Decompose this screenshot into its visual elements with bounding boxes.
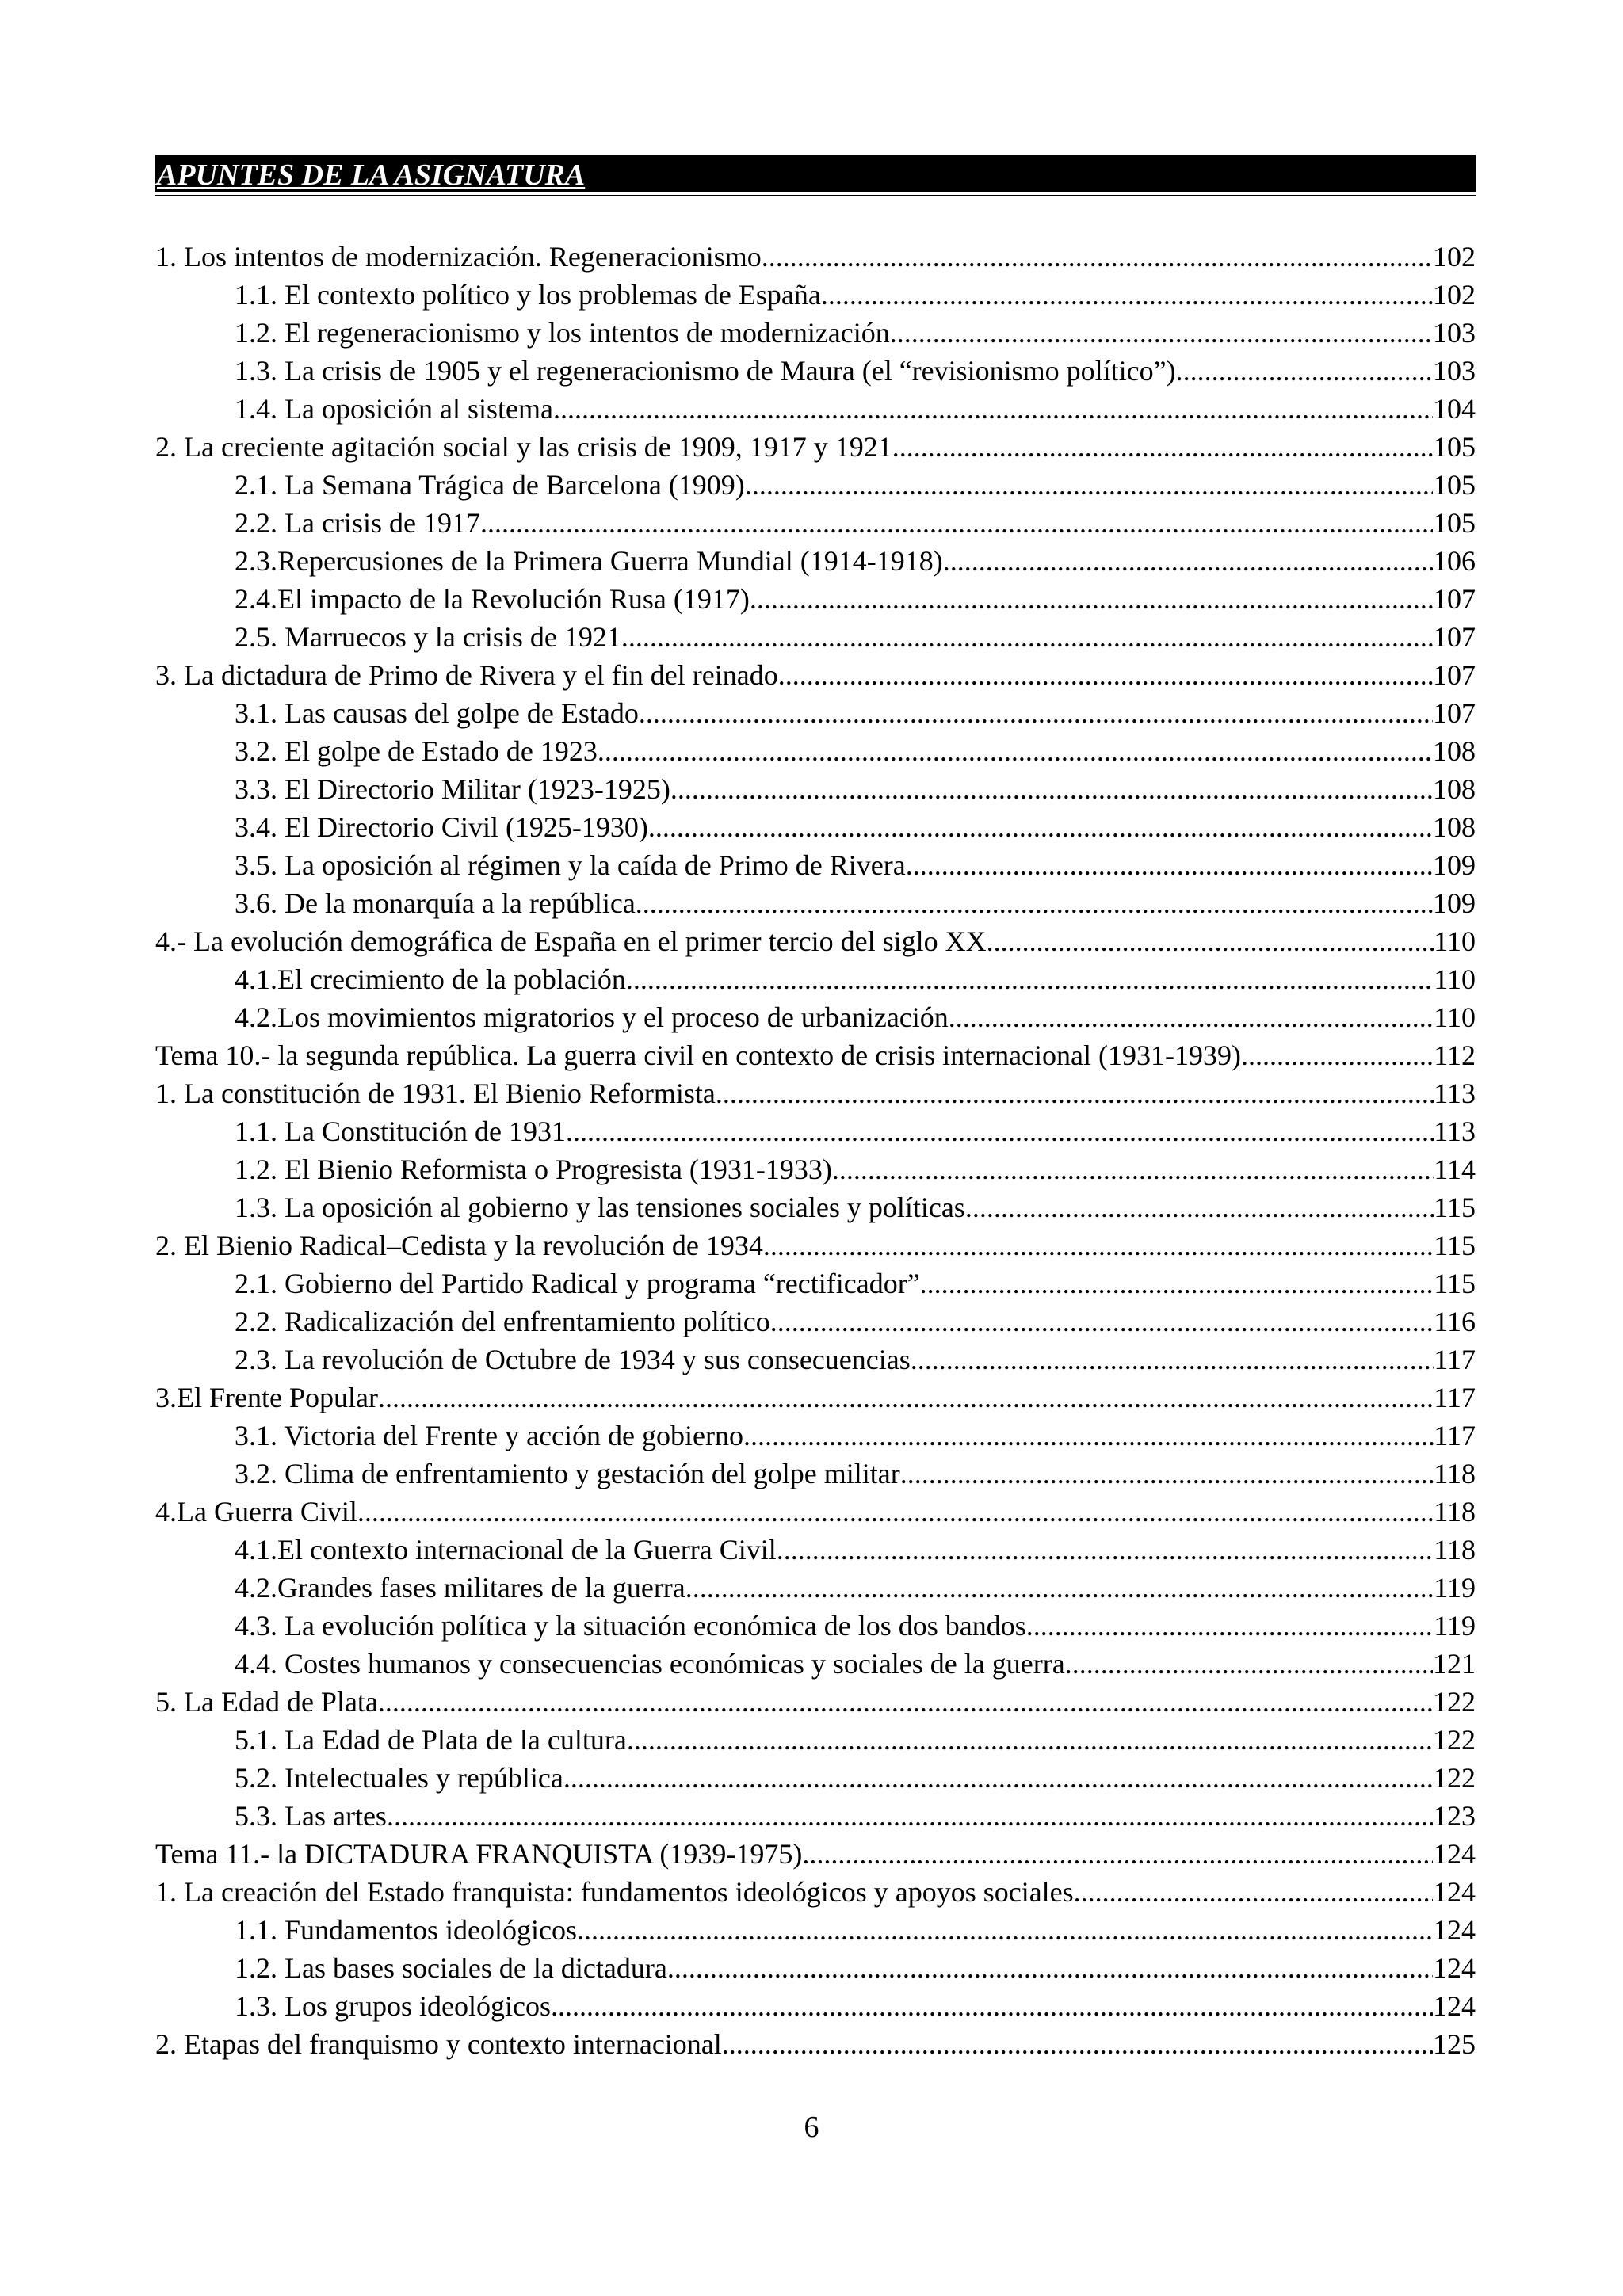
toc-dot-leader <box>949 998 1434 1036</box>
toc-entry-title: 3.1. Las causas del golpe de Estado <box>235 697 639 729</box>
toc-entry[interactable] <box>155 1036 1476 1074</box>
toc-entry-title: 2.3. La revolución de Octubre de 1934 y sus consecuencias <box>235 1344 911 1375</box>
toc-dot-leader <box>387 1797 1433 1835</box>
toc-entry[interactable] <box>155 922 1476 960</box>
toc-dot-leader <box>987 922 1434 960</box>
toc-entry-page-number: 108 <box>1433 811 1476 843</box>
toc-dot-leader <box>480 504 1433 542</box>
toc-dot-leader <box>378 1683 1433 1721</box>
toc-entry-page-number: 117 <box>1434 1344 1476 1375</box>
toc-entry[interactable] <box>155 1226 1476 1264</box>
toc-entry[interactable] <box>155 1455 1476 1493</box>
toc-entry[interactable] <box>155 846 1476 884</box>
toc-entry[interactable] <box>155 1569 1476 1607</box>
toc-entry-page-number: 124 <box>1433 1838 1476 1870</box>
toc-entry-page-number: 124 <box>1433 1876 1476 1908</box>
toc-entry-page-number: 103 <box>1433 317 1476 349</box>
toc-entry-title: 2.5. Marruecos y la crisis de 1921 <box>235 621 621 653</box>
toc-entry-page-number: 116 <box>1434 1306 1476 1337</box>
section-header-title: APUNTES DE LA ASIGNATURA <box>157 158 586 192</box>
toc-entry[interactable] <box>155 1911 1476 1949</box>
toc-entry[interactable] <box>155 1645 1476 1683</box>
toc-entry[interactable] <box>155 1302 1476 1341</box>
toc-entry-title: 2.2. Radicalización del enfrentamiento político <box>235 1306 770 1337</box>
toc-dot-leader <box>553 390 1433 428</box>
toc-entry-page-number: 109 <box>1433 887 1476 919</box>
toc-entry-page-number: 108 <box>1433 735 1476 767</box>
toc-entry-page-number: 118 <box>1434 1534 1476 1566</box>
page-number: 6 <box>804 2111 819 2144</box>
toc-entry[interactable] <box>155 960 1476 998</box>
toc-dot-leader <box>965 1188 1434 1226</box>
toc-entry[interactable] <box>155 1264 1476 1302</box>
toc-entry-page-number: 115 <box>1434 1230 1476 1261</box>
table-of-contents <box>155 238 1476 2063</box>
toc-entry-title: 4.La Guerra Civil <box>155 1496 357 1527</box>
toc-entry-title: 4.3. La evolución política y la situación económica de los dos bandos <box>235 1610 1026 1642</box>
toc-entry-title: 3.1. Victoria del Frente y acción de gobierno <box>235 1420 743 1451</box>
toc-dot-leader <box>648 808 1433 846</box>
toc-entry[interactable] <box>155 1987 1476 2025</box>
toc-entry[interactable] <box>155 352 1476 390</box>
toc-entry[interactable] <box>155 314 1476 352</box>
toc-entry-page-number: 107 <box>1433 621 1476 653</box>
toc-dot-leader <box>667 1949 1433 1987</box>
toc-dot-leader <box>763 1226 1434 1264</box>
toc-entry[interactable] <box>155 238 1476 276</box>
toc-entry-title: 2.1. La Semana Trágica de Barcelona (1909) <box>235 469 745 501</box>
toc-entry-page-number: 104 <box>1433 393 1476 425</box>
toc-entry-title: 5.1. La Edad de Plata de la cultura <box>235 1724 627 1756</box>
toc-entry-title: 2.2. La crisis de 1917 <box>235 507 480 539</box>
toc-entry-page-number: 107 <box>1433 697 1476 729</box>
toc-dot-leader <box>378 1379 1434 1417</box>
toc-dot-leader <box>1176 352 1433 390</box>
toc-entry[interactable] <box>155 618 1476 656</box>
toc-entry-page-number: 106 <box>1433 545 1476 577</box>
toc-entry[interactable] <box>155 1835 1476 1873</box>
toc-dot-leader <box>670 770 1433 808</box>
toc-entry-title: 1. La creación del Estado franquista: fundamentos ideológicos y apoyos sociales <box>155 1876 1074 1908</box>
toc-entry-title: 4.- La evolución demográfica de España en el primer tercio del siglo XX <box>155 925 987 957</box>
toc-entry-title: 1.3. Los grupos ideológicos <box>235 1990 551 2022</box>
toc-entry-title: 4.1.El crecimiento de la población <box>235 963 626 995</box>
toc-entry[interactable] <box>155 1379 1476 1417</box>
toc-entry-title: Tema 11.- la DICTADURA FRANQUISTA (1939-1975) <box>155 1838 803 1870</box>
toc-dot-leader <box>1026 1607 1434 1645</box>
toc-entry[interactable] <box>155 998 1476 1036</box>
toc-entry[interactable] <box>155 2025 1476 2063</box>
toc-dot-leader <box>1248 1036 1434 1074</box>
toc-entry-title: 1.1. La Constitución de 1931 <box>235 1116 566 1147</box>
toc-dot-leader <box>722 2025 1433 2063</box>
toc-entry-title: 3.2. Clima de enfrentamiento y gestación del golpe militar <box>235 1458 900 1489</box>
toc-dot-leader <box>357 1493 1434 1531</box>
toc-entry[interactable] <box>155 1341 1476 1379</box>
toc-entry[interactable] <box>155 1188 1476 1226</box>
toc-entry-page-number: 117 <box>1434 1420 1476 1451</box>
toc-entry-page-number: 124 <box>1433 1914 1476 1946</box>
toc-entry-page-number: 125 <box>1433 2028 1476 2060</box>
toc-dot-leader <box>621 618 1433 656</box>
toc-dot-leader <box>685 1569 1434 1607</box>
toc-entry-title: 3.5. La oposición al régimen y la caída de Primo de Rivera <box>235 849 906 881</box>
toc-entry-page-number: 107 <box>1433 583 1476 615</box>
toc-dot-leader <box>743 1417 1434 1455</box>
toc-entry[interactable] <box>155 504 1476 542</box>
toc-entry-title: 3. La dictadura de Primo de Rivera y el fin del reinado <box>155 659 778 691</box>
toc-entry-title: 1.3. La oposición al gobierno y las tensiones sociales y políticas <box>235 1192 965 1223</box>
toc-entry[interactable] <box>155 276 1476 314</box>
toc-dot-leader <box>626 960 1434 998</box>
toc-dot-leader <box>563 1759 1433 1797</box>
toc-entry[interactable] <box>155 808 1476 846</box>
toc-entry[interactable] <box>155 542 1476 580</box>
toc-dot-leader <box>943 542 1433 580</box>
toc-entry-page-number: 112 <box>1434 1039 1476 1071</box>
toc-dot-leader <box>598 732 1433 770</box>
toc-entry-page-number: 113 <box>1434 1116 1476 1147</box>
toc-dot-leader <box>821 276 1433 314</box>
toc-dot-leader <box>627 1721 1433 1759</box>
toc-entry[interactable] <box>155 428 1476 466</box>
toc-entry[interactable] <box>155 656 1476 694</box>
toc-entry-page-number: 108 <box>1433 773 1476 805</box>
toc-entry[interactable] <box>155 884 1476 922</box>
toc-entry-page-number: 119 <box>1434 1610 1476 1642</box>
toc-entry-title: 3.6. De la monarquía a la república <box>235 887 636 919</box>
toc-entry-title: 2.4.El impacto de la Revolución Rusa (1917) <box>235 583 750 615</box>
toc-entry-page-number: 105 <box>1433 469 1476 501</box>
toc-dot-leader <box>778 656 1433 694</box>
toc-entry-page-number: 117 <box>1434 1382 1476 1413</box>
toc-entry-title: 4.4. Costes humanos y consecuencias económicas y sociales de la guerra <box>235 1648 1065 1680</box>
toc-entry-title: 1. La constitución de 1931. El Bienio Reformista <box>155 1077 716 1109</box>
toc-entry[interactable] <box>155 1721 1476 1759</box>
toc-entry-page-number: 122 <box>1433 1762 1476 1794</box>
toc-entry[interactable] <box>155 466 1476 504</box>
toc-entry[interactable] <box>155 1417 1476 1455</box>
toc-entry-page-number: 102 <box>1433 279 1476 311</box>
toc-entry-page-number: 113 <box>1434 1077 1476 1109</box>
toc-entry[interactable] <box>155 1112 1476 1150</box>
toc-entry[interactable] <box>155 1797 1476 1835</box>
toc-dot-leader <box>716 1074 1434 1112</box>
toc-entry-title: 4.2.Los movimientos migratorios y el proceso de urbanización <box>235 1001 949 1033</box>
toc-entry-title: 1.1. El contexto político y los problemas de España <box>235 279 821 311</box>
toc-dot-leader <box>832 1150 1434 1188</box>
toc-dot-leader <box>577 1911 1433 1949</box>
toc-entry-page-number: 115 <box>1434 1192 1476 1223</box>
toc-entry-title: 1.4. La oposición al sistema <box>235 393 553 425</box>
toc-entry[interactable] <box>155 770 1476 808</box>
toc-dot-leader <box>745 466 1433 504</box>
toc-entry-page-number: 124 <box>1433 1990 1476 2022</box>
toc-entry-title: 3.3. El Directorio Militar (1923-1925) <box>235 773 670 805</box>
toc-dot-leader <box>890 314 1433 352</box>
toc-entry-title: 1.3. La crisis de 1905 y el regeneracionismo de Maura (el “revisionismo político”) <box>235 355 1176 387</box>
toc-entry-title: 5. La Edad de Plata <box>155 1686 378 1718</box>
toc-entry-title: 1.2. El regeneracionismo y los intentos de modernización <box>235 317 890 349</box>
toc-dot-leader <box>762 238 1433 276</box>
toc-entry-page-number: 123 <box>1433 1800 1476 1832</box>
toc-entry[interactable] <box>155 732 1476 770</box>
toc-entry[interactable] <box>155 1759 1476 1797</box>
toc-entry-page-number: 115 <box>1434 1268 1476 1299</box>
toc-entry-title: 2.3.Repercusiones de la Primera Guerra Mundial (1914-1918) <box>235 545 943 577</box>
toc-entry-title: 1.2. El Bienio Reformista o Progresista (1931-1933) <box>235 1154 832 1185</box>
toc-entry[interactable] <box>155 1074 1476 1112</box>
toc-entry-title: 4.1.El contexto internacional de la Guerra Civil <box>235 1534 777 1566</box>
toc-entry-page-number: 124 <box>1433 1952 1476 1984</box>
toc-entry[interactable] <box>155 1607 1476 1645</box>
section-header-bar <box>155 155 1476 192</box>
toc-entry-page-number: 110 <box>1434 925 1476 957</box>
toc-dot-leader <box>911 1341 1434 1379</box>
toc-entry-title: Tema 10.- la segunda república. La guerra civil en contexto de crisis internacional (1931-1939). <box>155 1039 1248 1071</box>
toc-entry-title: 5.2. Intelectuales y república <box>235 1762 563 1794</box>
toc-entry-title: 1.2. Las bases sociales de la dictadura <box>235 1952 667 1984</box>
toc-entry-page-number: 110 <box>1434 963 1476 995</box>
toc-entry[interactable] <box>155 1683 1476 1721</box>
toc-entry[interactable] <box>155 1150 1476 1188</box>
toc-entry[interactable] <box>155 694 1476 732</box>
toc-entry-page-number: 105 <box>1433 431 1476 463</box>
toc-dot-leader <box>770 1302 1434 1341</box>
toc-dot-leader <box>566 1112 1434 1150</box>
toc-entry-page-number: 102 <box>1433 241 1476 273</box>
toc-dot-leader <box>639 694 1433 732</box>
toc-entry-title: 2. La creciente agitación social y las crisis de 1909, 1917 y 1921 <box>155 431 892 463</box>
toc-entry-title: 2.1. Gobierno del Partido Radical y programa “rectificador” <box>235 1268 920 1299</box>
toc-entry-page-number: 121 <box>1433 1648 1476 1680</box>
toc-entry-page-number: 118 <box>1434 1458 1476 1489</box>
toc-entry[interactable] <box>155 580 1476 618</box>
toc-entry[interactable] <box>155 1493 1476 1531</box>
toc-dot-leader <box>551 1987 1433 2025</box>
toc-entry-title: 2. Etapas del franquismo y contexto internacional <box>155 2028 722 2060</box>
toc-dot-leader <box>906 846 1433 884</box>
toc-dot-leader <box>802 1835 1433 1873</box>
toc-dot-leader <box>920 1264 1434 1302</box>
toc-entry-page-number: 110 <box>1434 1001 1476 1033</box>
toc-entry[interactable] <box>155 390 1476 428</box>
toc-entry[interactable] <box>155 1949 1476 1987</box>
toc-dot-leader <box>1074 1873 1433 1911</box>
toc-entry-page-number: 109 <box>1433 849 1476 881</box>
toc-entry-title: 3.El Frente Popular <box>155 1382 378 1413</box>
toc-entry-title: 2. El Bienio Radical–Cedista y la revolución de 1934 <box>155 1230 763 1261</box>
toc-dot-leader <box>1065 1645 1433 1683</box>
toc-dot-leader <box>892 428 1433 466</box>
toc-entry-title: 5.3. Las artes <box>235 1800 387 1832</box>
toc-entry-page-number: 119 <box>1434 1572 1476 1604</box>
toc-dot-leader <box>636 884 1433 922</box>
toc-entry-page-number: 105 <box>1433 507 1476 539</box>
header-underline-rule <box>155 195 1476 196</box>
toc-entry-title: 4.2.Grandes fases militares de la guerra <box>235 1572 685 1604</box>
toc-entry-title: 1. Los intentos de modernización. Regeneracionismo <box>155 241 762 273</box>
toc-dot-leader <box>900 1455 1434 1493</box>
toc-entry-page-number: 107 <box>1433 659 1476 691</box>
toc-entry-page-number: 114 <box>1434 1154 1476 1185</box>
toc-entry[interactable] <box>155 1873 1476 1911</box>
toc-entry-page-number: 118 <box>1434 1496 1476 1527</box>
toc-entry[interactable] <box>155 1531 1476 1569</box>
toc-entry-title: 3.4. El Directorio Civil (1925-1930) <box>235 811 648 843</box>
toc-dot-leader <box>777 1531 1434 1569</box>
toc-entry-title: 3.2. El golpe de Estado de 1923 <box>235 735 598 767</box>
toc-entry-page-number: 103 <box>1433 355 1476 387</box>
toc-entry-title: 1.1. Fundamentos ideológicos <box>235 1914 577 1946</box>
toc-entry-page-number: 122 <box>1433 1724 1476 1756</box>
toc-entry-page-number: 122 <box>1433 1686 1476 1718</box>
toc-dot-leader <box>750 580 1433 618</box>
